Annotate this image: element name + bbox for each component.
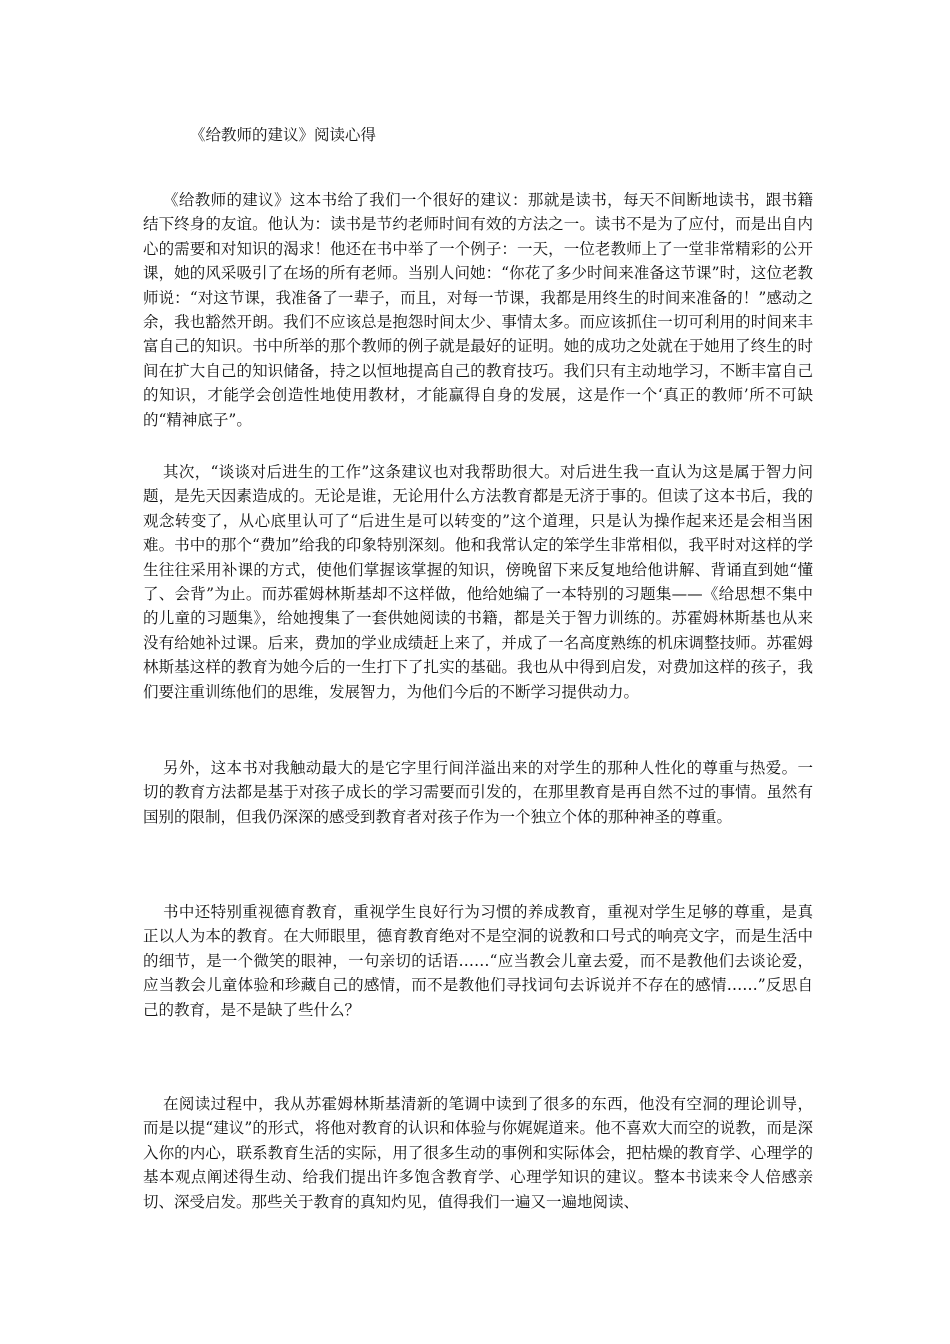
paragraph-moral-education: 书中还特别重视德育教育，重视学生良好行为习惯的养成教育，重视对学生足够的尊重，是真正以人为本的教育。在大师眼里，德育教育绝对不是空洞的说教和口号式的响亮文字，而是生活中的细节，是一个微笑的眼神，一句亲切的话语……“应当教会儿童去爱，而不是教他们去谈论爱，应当教会儿童体验和珍藏自己的感情，而不是教他们寻找词句去诉说并不存在的感情……”反思自己的教育，是不是缺了些什么？ — [143, 903, 813, 1019]
paragraph-struggling-students: 其次，“谈谈对后进生的工作”这条建议也对我帮助很大。对后进生我一直认为这是属于智力问题，是先天因素造成的。无论是谁，无论用什么方法教育都是无济于事的。但读了这本书后，我的观念转变了，从心底里认可了“后进生是可以转变的”这个道理，只是认为操作起来还是会相当困难。书中的那个“费加”给我的印象特别深刻。他和我常认定的笨学生非常相似，我平时对这样的学生往往采用补课的方式，使他们掌握该掌握的知识，傍晚留下来反复地给他讲解、背诵直到她“懂了、会背”为止。而苏霍姆林斯基却不这样做，他给她编了一本特别的习题集——《给思想不集中的儿童的习题集》，给她搜集了一套供她阅读的书籍，都是关于智力训练的。苏霍姆林斯基也从来没有给她补过课。后来，费加的学业成绩赶上来了，并成了一名高度熟练的机床调整技师。苏霍姆林斯基这样的教育为她今后的一生打下了扎实的基础。我也从中得到启发，对费加这样的孩子，我们要注重训练他们的思维，发展智力，为他们今后的不断学习提供动力。 — [143, 463, 813, 701]
paragraph-reading-advice: 《给教师的建议》这本书给了我们一个很好的建议：那就是读书，每天不间断地读书，跟书籍结下终身的友谊。他认为：读书是节约老师时间有效的方法之一。读书不是为了应付，而是出自内心的需要和对知识的渴求！他还在书中举了一个例子：一天，一位老教师上了一堂非常精彩的公开课，她的风采吸引了在场的所有老师。当别人问她：“你花了多少时间来准备这节课”时，这位老教师说：“对这节课，我准备了一辈子，而且，对每一节课，我都是用终生的时间来准备的！”感动之余，我也豁然开朗。我们不应该总是抱怨时间太少、事情太多。而应该抓住一切可利用的时间来丰富自己的知识。书中所举的那个教师的例子就是最好的证明。她的成功之处就在于她用了终生的时间在扩大自己的知识储备，持之以恒地提高自己的教育技巧。我们只有主动地学习，不断丰富自己的知识，才能学会创造性地使用教材，才能赢得自身的发展，这是作一个‘真正的教师’所不可缺的“精神底子”。 — [143, 191, 813, 429]
paragraph-respect-for-students: 另外，这本书对我触动最大的是它字里行间洋溢出来的对学生的那种人性化的尊重与热爱。一切的教育方法都是基于对孩子成长的学习需要而引发的，在那里教育是再自然不过的事情。虽然有国别的限制，但我仍深深的感受到教育者对孩子作为一个独立个体的那种神圣的尊重。 — [143, 759, 813, 826]
document-title: 《给教师的建议》阅读心得 — [190, 126, 377, 144]
paragraph-reading-process: 在阅读过程中，我从苏霍姆林斯基清新的笔调中读到了很多的东西，他没有空洞的理论训导，而是以提“建议”的形式，将他对教育的认识和体验与你娓娓道来。他不喜欢大而空的说教，而是深入你的内心，联系教育生活的实际，用了很多生动的事例和实际体会，把枯燥的教育学、心理学的基本观点阐述得生动、给我们提出许多饱含教育学、心理学知识的建议。整本书读来令人倍感亲切、深受启发。那些关于教育的真知灼见，值得我们一遍又一遍地阅读、 — [143, 1095, 813, 1211]
